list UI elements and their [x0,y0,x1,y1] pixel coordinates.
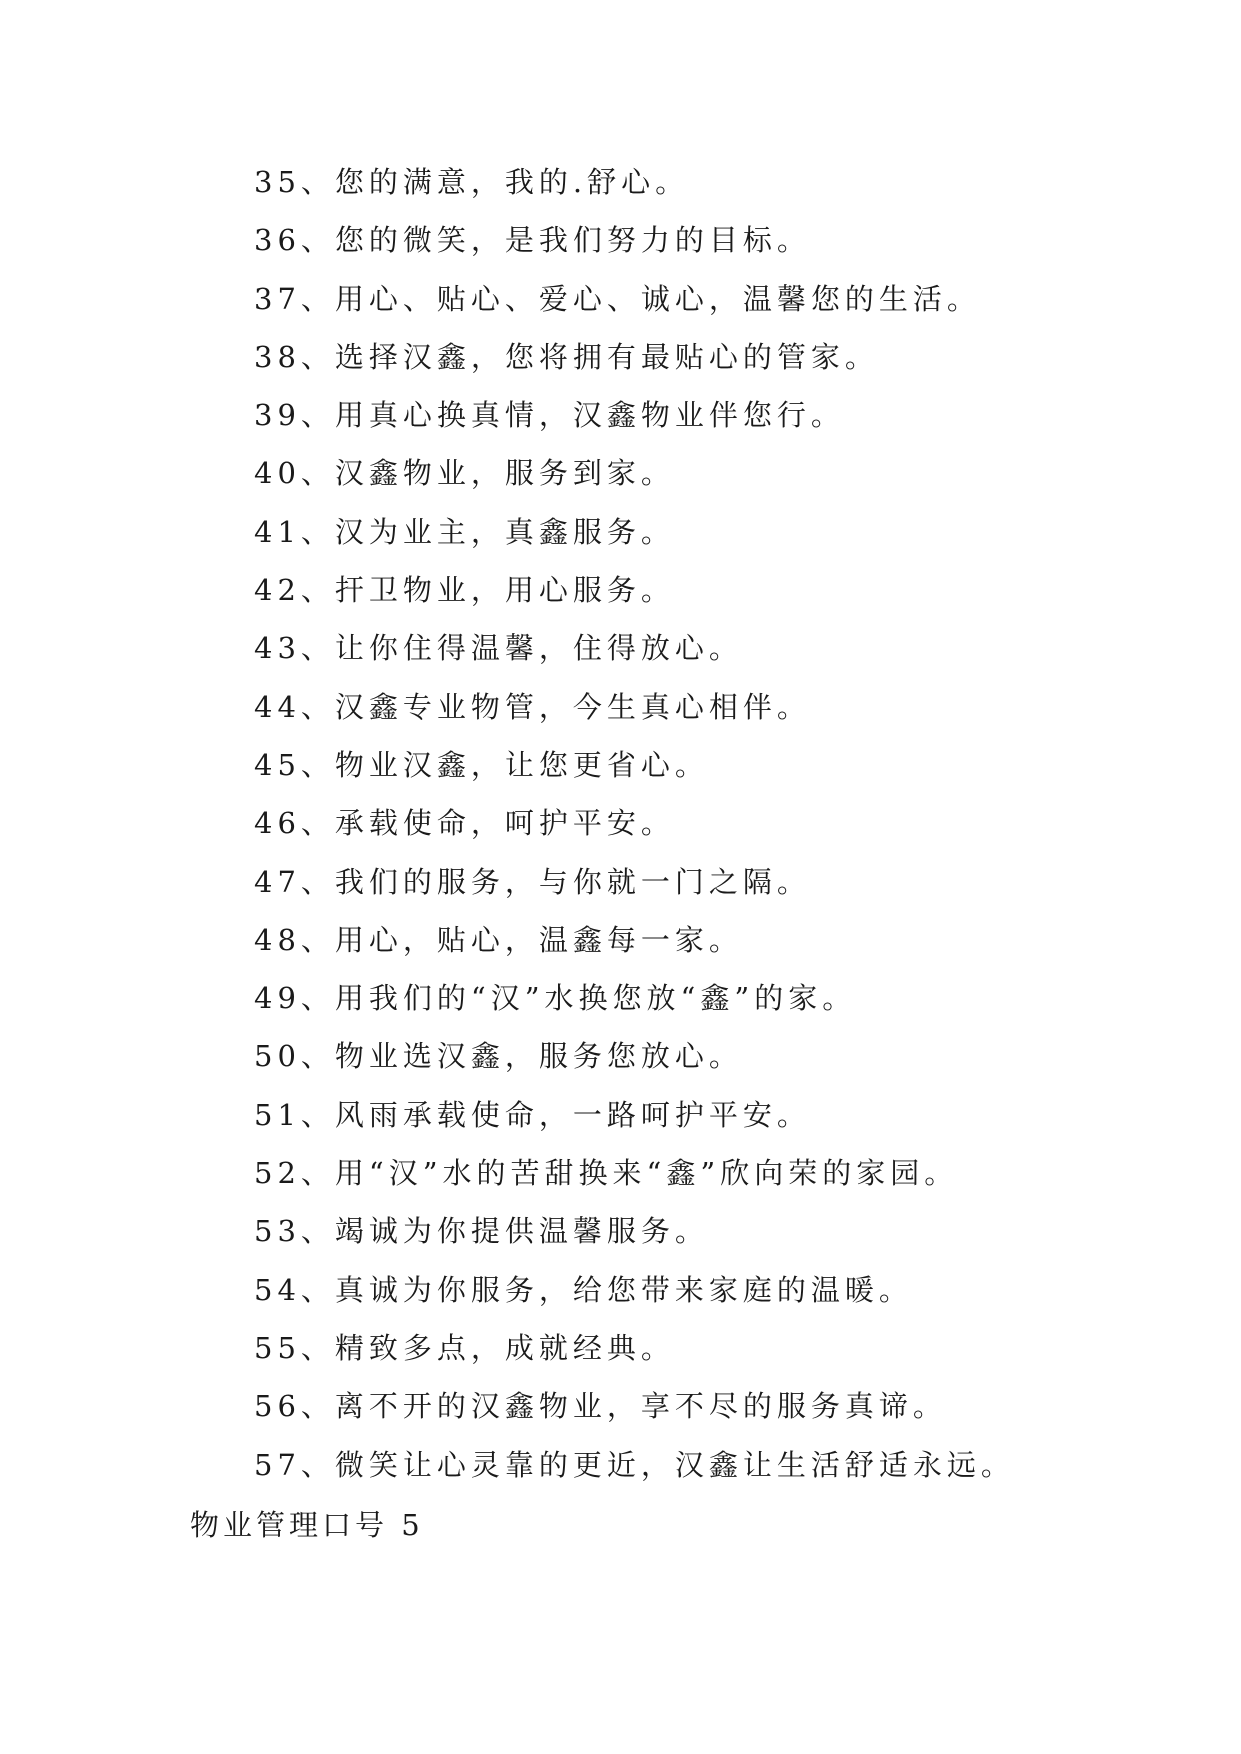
slogan-line: 52、用“汉”水的苦甜换来“鑫”欣向荣的家园。 [254,1156,959,1191]
slogan-line: 54、真诚为你服务，给您带来家庭的温暖。 [254,1272,913,1307]
slogan-line: 48、用心，贴心，温鑫每一家。 [254,922,743,957]
slogan-list [254,162,1015,1503]
slogan-line: 47、我们的服务，与你就一门之隔。 [254,864,811,899]
slogan-line: 51、风雨承载使命，一路呵护平安。 [254,1097,811,1132]
slogan-line: 49、用我们的“汉”水换您放“鑫”的家。 [254,981,857,1016]
slogan-line: 46、承载使命，呵护平安。 [254,806,675,841]
slogan-line: 39、用真心换真情，汉鑫物业伴您行。 [254,398,845,433]
slogan-line: 37、用心、贴心、爱心、诚心，温馨您的生活。 [254,281,981,316]
slogan-line: 50、物业选汉鑫，服务您放心。 [254,1039,743,1074]
slogan-line: 55、精致多点，成就经典。 [254,1330,675,1365]
slogan-line: 56、离不开的汉鑫物业，享不尽的服务真谛。 [254,1389,947,1424]
slogan-line: 36、您的微笑，是我们努力的目标。 [254,223,811,258]
slogan-line: 57、微笑让心灵靠的更近，汉鑫让生活舒适永远。 [254,1447,1015,1482]
slogan-line: 44、汉鑫专业物管，今生真心相伴。 [254,689,811,724]
slogan-line: 43、让你住得温馨，住得放心。 [254,631,743,666]
slogan-line: 35、您的满意，我的.舒心。 [254,165,690,199]
slogan-line: 41、汉为业主，真鑫服务。 [254,514,675,549]
slogan-line: 45、物业汉鑫，让您更省心。 [254,747,709,782]
slogan-line: 53、竭诚为你提供温馨服务。 [254,1214,709,1249]
slogan-line: 40、汉鑫物业，服务到家。 [254,456,675,491]
slogan-line: 38、选择汉鑫，您将拥有最贴心的管家。 [254,339,879,374]
section-title: 物业管理口号 5 [190,1508,424,1542]
slogan-line: 42、扞卫物业，用心服务。 [254,573,675,608]
